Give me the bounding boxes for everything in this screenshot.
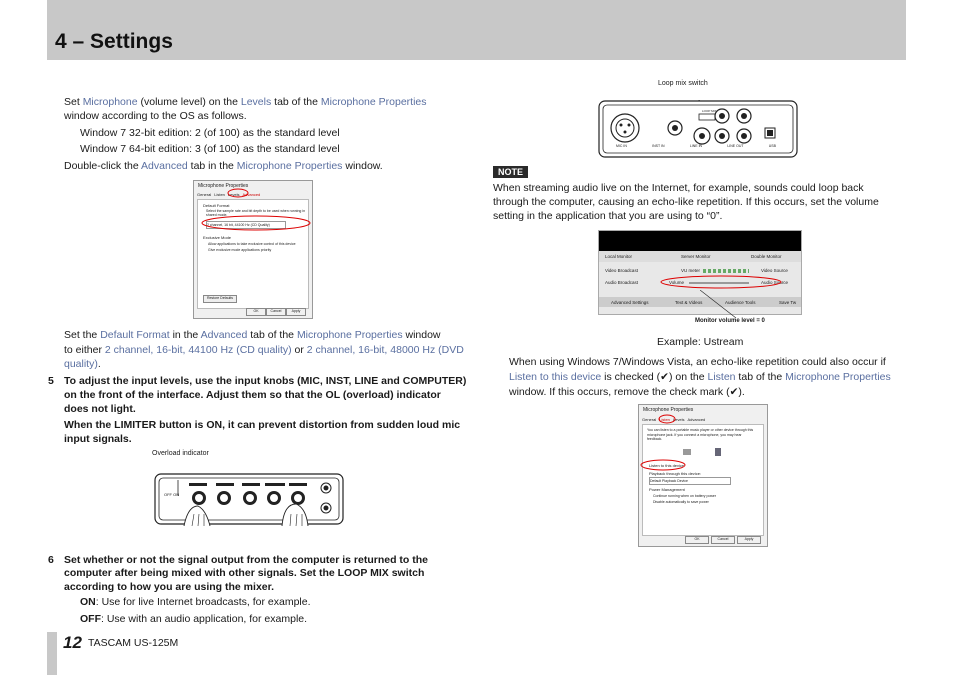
step-6-line: Set whether or not the signal output from the computer is returned to the (64, 554, 429, 566)
loop-on-description: ON: Use for live Internet broadcasts, for example. (80, 596, 311, 608)
server-monitor-radio[interactable]: Server Monitor (681, 254, 711, 259)
listen-to-device-checkbox[interactable]: Listen to this device (649, 463, 685, 468)
on-off-label: OFF ON (164, 492, 180, 497)
usb-label: USB (768, 144, 776, 148)
page-title: 4 – Settings (55, 30, 173, 53)
note-text: through the computer, causing an echo-like repetition. If this occurs, set the volume (493, 196, 879, 208)
note-text: When streaming audio live on the Internet, for example, sounds could loop back (493, 182, 864, 194)
apply-button[interactable]: Apply (286, 308, 306, 316)
note-text: setting in the application that you are using to “0”. (493, 210, 723, 222)
audio-source-label: Audio Source (761, 280, 789, 285)
tab-levels[interactable]: Levels (672, 417, 685, 422)
loop-mix-switch-label: LOOP MIX (702, 109, 717, 113)
paragraph-double-click: Double-click the Advanced tab in the Microphone Properties window. (64, 160, 383, 172)
page-number: 12 (63, 633, 82, 652)
ok-button[interactable]: OK (685, 536, 709, 544)
tab-listen[interactable]: Listen (659, 417, 670, 422)
example-caption: Example: Ustream (657, 336, 744, 348)
step-5-line: on the front of the interface. Adjust them so that the OL (overload) indicator (64, 389, 441, 401)
advanced-tab-screenshot (193, 180, 313, 319)
local-monitor-radio[interactable]: Local Monitor (605, 254, 633, 259)
cancel-button[interactable]: Cancel (266, 308, 286, 316)
monitor-volume-caption: Monitor volume level = 0 (695, 318, 765, 324)
line-out-label: LINE OUT (727, 144, 744, 148)
cancel-button[interactable]: Cancel (711, 536, 735, 544)
double-monitor-radio[interactable]: Double Monitor (751, 254, 782, 259)
listen-desc: You can listen to a portable music player or other device through this microphone jack. If you connect a microphone, you may hear feedback. (647, 428, 754, 441)
paragraph-set-default-format: Set the Default Format in the Advanced tab of the Microphone Properties window (64, 329, 441, 341)
line-in-label: LINE IN (689, 144, 703, 148)
monitor-pointer-line (700, 290, 740, 320)
tab-advanced-settings[interactable]: Advanced Settings (611, 300, 649, 305)
paragraph-format-end: quality). (64, 358, 101, 370)
note-badge: NOTE (493, 166, 528, 178)
paragraph-line: window according to the OS as follows. (64, 110, 247, 122)
exclusive-checkbox-1[interactable]: Allow applications to take exclusive control of this device (208, 242, 296, 246)
apply-button[interactable]: Apply (737, 536, 761, 544)
overload-indicator-label: Overload indicator (152, 450, 209, 457)
inst-in-label: INST IN (652, 144, 665, 148)
dialog-title: Microphone Properties (643, 407, 694, 413)
step-6-line: computer after being mixed with other signals. Set the LOOP MIX switch (64, 567, 425, 579)
exclusive-checkbox-2[interactable]: Give exclusive mode applications priority (208, 248, 272, 252)
restore-defaults-button[interactable]: Restore Defaults (203, 295, 237, 303)
tab-listen[interactable]: Listen (214, 192, 225, 197)
volume-label: Volume (669, 280, 685, 285)
step-5-limiter: input signals. (64, 433, 132, 445)
tab-general[interactable]: General (197, 192, 212, 197)
paragraph-set-microphone: Set Microphone (volume level) on the Levels tab of the Microphone Properties (64, 96, 427, 108)
rear-panel-illustration (598, 100, 798, 158)
rear-panel-labels (602, 144, 798, 148)
win64-level: Window 7 64-bit edition: 3 (of 100) as the standard level (80, 143, 340, 155)
default-format-label: Default Format (203, 203, 230, 208)
windows-paragraph: When using Windows 7/Windows Vista, an echo-like repetition could also occur if (509, 356, 886, 368)
power-radio-1[interactable]: Continue running when on battery power (653, 494, 717, 498)
tab-audience-tools[interactable]: Audience Tools (725, 300, 756, 305)
step-5-limiter: When the LIMITER button is ON, it can prevent distortion from sudden loud mic (64, 419, 461, 431)
power-radio-2[interactable]: Disable automatically to save power (653, 500, 709, 504)
step-5-number: 5 (48, 375, 54, 387)
step-5-line: does not light. (64, 403, 136, 415)
tab-general[interactable]: General (642, 417, 657, 422)
loop-mix-label: Loop mix switch (658, 80, 708, 87)
loop-off-description: OFF: Use with an audio application, for example. (80, 613, 308, 625)
playback-select[interactable]: Default Playback Device (649, 477, 731, 485)
win32-level: Window 7 32-bit edition: 2 (of 100) as the standard level (80, 127, 340, 139)
tab-advanced[interactable]: Advanced (242, 192, 261, 197)
model-name: TASCAM US-125M (88, 637, 179, 649)
mic-in-label: MIC IN (616, 144, 627, 148)
step-5-line: To adjust the input levels, use the input knobs (MIC, INST, LINE and COMPUTER) (64, 375, 467, 387)
tab-save[interactable]: Save Tw (779, 300, 797, 305)
tab-advanced[interactable]: Advanced (687, 417, 706, 422)
front-panel-illustration (154, 470, 344, 526)
header-bar (47, 0, 906, 60)
listen-tab-screenshot (638, 404, 768, 547)
format-select[interactable]: 2 channel, 16 bit, 44100 Hz (CD Quality) (206, 221, 286, 229)
video-source-label: Video Source (761, 268, 788, 273)
playback-label: Playback through this device: (649, 471, 702, 476)
power-management-label: Power Management (649, 487, 685, 492)
highlight-ovals (194, 181, 312, 318)
windows-paragraph: window. If this occurs, remove the check mark (✔). (509, 386, 745, 398)
step-6-line: according to how you are using the mixer. (64, 581, 275, 593)
tab-text-videos[interactable]: Text & Videos (675, 300, 703, 305)
highlight-ovals (639, 405, 767, 546)
ok-button[interactable]: OK (246, 308, 266, 316)
footer-bar (47, 632, 57, 675)
dialog-title: Microphone Properties (198, 183, 249, 189)
windows-paragraph: Listen to this device is checked (✔) on the Listen tab of the Microphone Properties (509, 371, 891, 383)
video-broadcast-checkbox[interactable]: Video Broadcast (605, 268, 638, 273)
tab-levels[interactable]: Levels (227, 192, 240, 197)
vu-meter-label: VU meter (681, 268, 701, 273)
step-6-number: 6 (48, 554, 54, 566)
audio-broadcast-checkbox[interactable]: Audio Broadcast (605, 280, 639, 285)
default-format-desc: Select the sample rate and bit depth to be used when running in shared mode. (206, 209, 306, 217)
paragraph-format-options: to either 2 channel, 16-bit, 44100 Hz (CD quality) or 2 channel, 16-bit, 48000 Hz (DVD (64, 344, 464, 356)
exclusive-mode-label: Exclusive Mode (203, 235, 232, 240)
